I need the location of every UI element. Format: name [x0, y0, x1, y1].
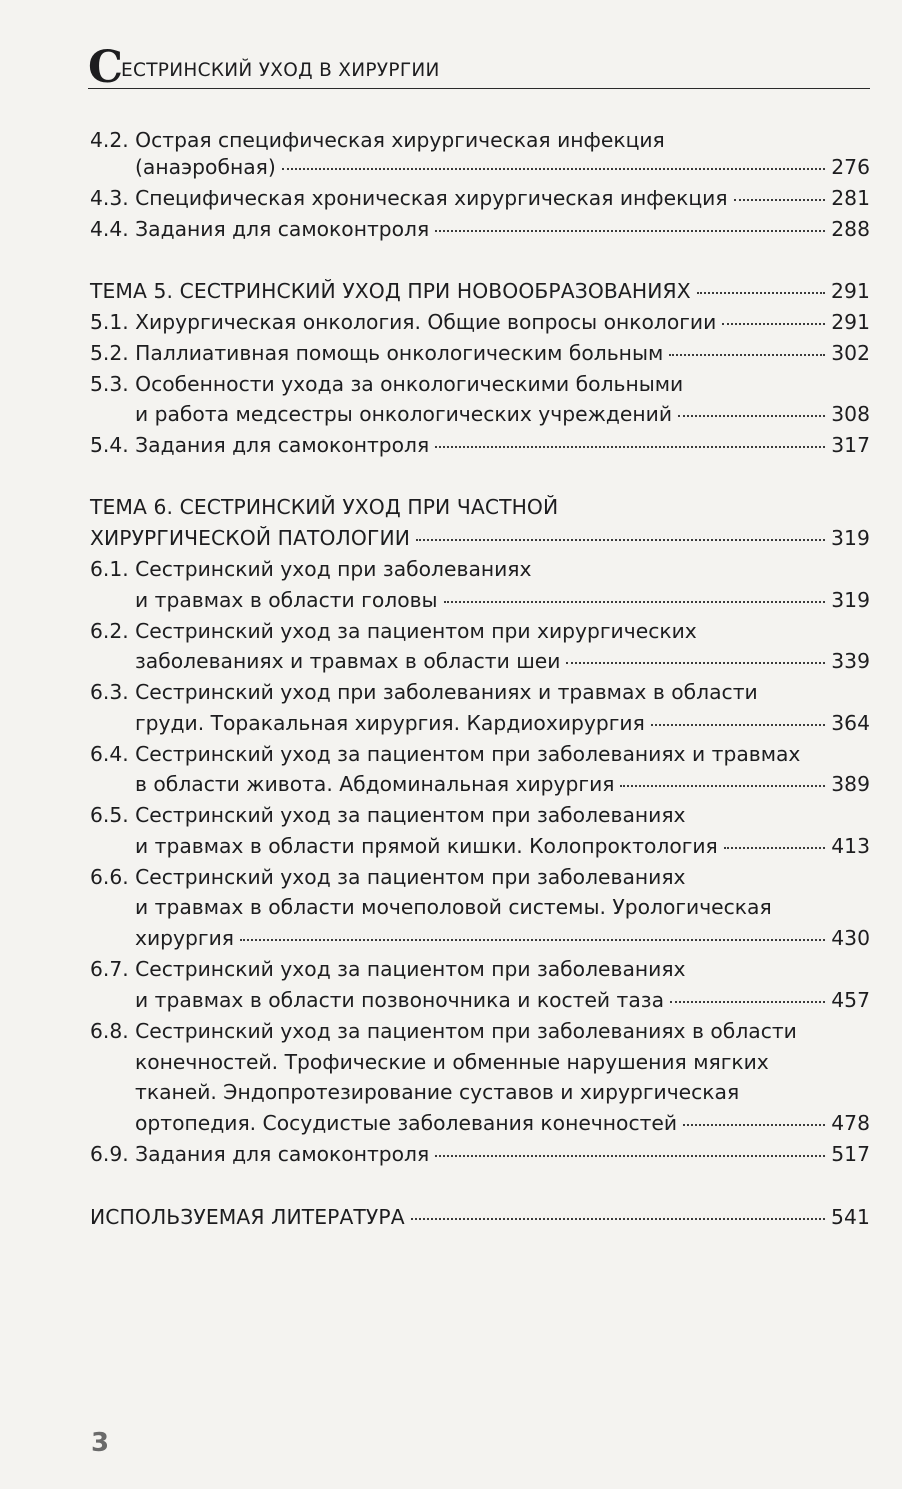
toc-entry-title: 6.8. Сестринский уход за пациентом при заболеваниях в области	[90, 1019, 797, 1043]
toc-dot-leader	[683, 1124, 825, 1126]
toc-entry-page: 302	[831, 341, 870, 365]
toc-entry-page: 319	[830, 526, 870, 550]
toc-entry-page: 288	[831, 217, 870, 241]
toc-entry-page: 317	[831, 433, 870, 457]
toc-entry-title: 6.6. Сестринский уход за пациентом при заболеваниях	[90, 865, 686, 889]
toc-entry	[90, 369, 870, 399]
toc-entry-title: 6.3. Сестринский уход при заболеваниях и травмах в области	[90, 680, 758, 704]
toc-entry-title: 6.5. Сестринский уход за пациентом при заболеваниях	[90, 803, 686, 827]
toc-entry-page: 291	[831, 310, 870, 334]
toc-entry-page: 364	[831, 711, 870, 735]
toc-entry-title: и травмах в области головы	[135, 588, 438, 612]
toc-entry	[90, 1016, 870, 1046]
toc-entry-title: 4.2. Острая специфическая хирургическая инфекция	[90, 128, 665, 152]
toc-entry-title: 4.3. Специфическая хроническая хирургическая инфекция	[90, 186, 728, 210]
toc-entry-title: заболеваниях и травмах в области шеи	[135, 649, 561, 673]
toc-entry	[90, 214, 870, 244]
toc-dot-leader	[678, 415, 825, 417]
toc-entry-title: ХИРУРГИЧЕСКОЙ ПАТОЛОГИИ	[90, 526, 410, 550]
toc-entry	[90, 739, 870, 769]
toc-dot-leader	[416, 539, 825, 541]
toc-dot-leader	[670, 1001, 825, 1003]
toc-entry-title: конечностей. Трофические и обменные нарушения мягких	[135, 1050, 769, 1074]
toc-entry	[90, 862, 870, 892]
toc-entry-page: 389	[831, 772, 870, 796]
toc-entry	[135, 585, 870, 615]
toc-entry	[90, 1139, 870, 1169]
toc-entry	[135, 399, 870, 429]
toc-entry	[90, 677, 870, 707]
toc-dot-leader	[282, 168, 826, 170]
toc-entry	[90, 430, 870, 460]
toc-dot-leader	[435, 1155, 825, 1157]
toc-entry	[135, 923, 870, 953]
toc-entry-title: ортопедия. Сосудистые заболевания конечностей	[135, 1111, 678, 1135]
toc-entry-title: 6.4. Сестринский уход за пациентом при заболеваниях и травмах	[90, 742, 801, 766]
toc-entry-title: 5.3. Особенности ухода за онкологическими больными	[90, 372, 684, 396]
toc-entry-title: в области живота. Абдоминальная хирургия	[135, 772, 615, 796]
toc-entry-page: 276	[831, 155, 870, 179]
toc-entry	[90, 800, 870, 830]
toc-entry-page: 457	[831, 988, 870, 1012]
toc-entry-title: 5.4. Задания для самоконтроля	[90, 433, 430, 457]
toc-dot-leader	[697, 292, 825, 294]
toc-entry	[90, 276, 870, 306]
toc-entry-title: и работа медсестры онкологических учреждений	[135, 402, 673, 426]
toc-entry	[90, 338, 870, 368]
toc-dot-leader	[620, 785, 825, 787]
toc-entry-title: ИСПОЛЬЗУЕМАЯ ЛИТЕРАТУРА	[90, 1205, 405, 1229]
toc-entry-title: 6.9. Задания для самоконтроля	[90, 1142, 430, 1166]
toc-dot-leader	[435, 446, 825, 448]
toc-entry	[90, 307, 870, 337]
toc-entry-page: 291	[830, 279, 870, 303]
toc-entry-title: 6.7. Сестринский уход за пациентом при заболеваниях	[90, 957, 686, 981]
toc-entry	[90, 492, 870, 522]
toc-entry-title: ТЕМА 5. СЕСТРИНСКИЙ УХОД ПРИ НОВООБРАЗОВАНИЯХ	[90, 279, 691, 303]
toc-entry-title: 4.4. Задания для самоконтроля	[90, 217, 430, 241]
toc-entry	[90, 523, 870, 553]
toc-entry	[135, 646, 870, 676]
toc-entry	[135, 708, 870, 738]
toc-entry	[90, 554, 870, 584]
toc-entry-page: 339	[831, 649, 870, 673]
toc-dot-leader	[566, 662, 825, 664]
toc-entry-page: 478	[831, 1111, 870, 1135]
toc-entry-title: 5.2. Паллиативная помощь онкологическим больным	[90, 341, 664, 365]
running-header	[88, 42, 870, 93]
toc-entry-title: и травмах в области позвоночника и костей таза	[135, 988, 665, 1012]
toc-entry-page: 308	[831, 402, 870, 426]
toc-entry	[135, 892, 870, 922]
toc-entry-title: груди. Торакальная хирургия. Кардиохирургия	[135, 711, 645, 735]
toc-dot-leader	[240, 939, 825, 941]
toc-entry-page: 281	[831, 186, 870, 210]
toc-entry-title: 6.2. Сестринский уход за пациентом при хирургических	[90, 619, 697, 643]
toc-entry-title: и травмах в области мочеполовой системы. Урологическая	[135, 895, 772, 919]
toc-dot-leader	[734, 199, 826, 201]
toc-entry	[90, 125, 870, 155]
toc-entry	[135, 831, 870, 861]
toc-entry-page: 413	[831, 834, 870, 858]
toc-entry	[90, 954, 870, 984]
toc-entry-title: ТЕМА 6. СЕСТРИНСКИЙ УХОД ПРИ ЧАСТНОЙ	[90, 495, 559, 519]
header-title: ЕСТРИНСКИЙ УХОД В ХИРУРГИИ	[121, 60, 440, 81]
toc-entry-title: 5.1. Хирургическая онкология. Общие вопросы онкологии	[90, 310, 717, 334]
toc-dot-leader	[444, 601, 826, 603]
toc-entry-title: и травмах в области прямой кишки. Колопроктология	[135, 834, 718, 858]
toc-entry-page: 541	[830, 1205, 870, 1229]
page-number: 3	[91, 1428, 110, 1458]
toc-entry-title: (анаэробная)	[135, 155, 276, 179]
toc-dot-leader	[724, 847, 826, 849]
toc-entry-title: тканей. Эндопротезирование суставов и хирургическая	[135, 1080, 740, 1104]
toc-dot-leader	[435, 230, 825, 232]
toc-entry	[90, 1202, 870, 1232]
toc-entry-title: 6.1. Сестринский уход при заболеваниях	[90, 557, 532, 581]
toc-entry	[135, 985, 870, 1015]
toc-entry-page: 430	[831, 926, 870, 950]
toc-entry	[135, 152, 870, 182]
toc-entry-page: 517	[831, 1142, 870, 1166]
toc-dot-leader	[651, 724, 825, 726]
toc-entry	[135, 769, 870, 799]
toc-entry	[135, 1047, 870, 1077]
header-drop-cap: С	[88, 42, 124, 93]
toc-entry-title: хирургия	[135, 926, 234, 950]
toc-dot-leader	[411, 1218, 825, 1220]
toc-entry	[90, 183, 870, 213]
toc-entry-page: 319	[831, 588, 870, 612]
toc-entry	[135, 1108, 870, 1138]
toc-entry	[90, 616, 870, 646]
toc-dot-leader	[669, 354, 825, 356]
toc-dot-leader	[722, 323, 825, 325]
toc-entry	[135, 1077, 870, 1107]
